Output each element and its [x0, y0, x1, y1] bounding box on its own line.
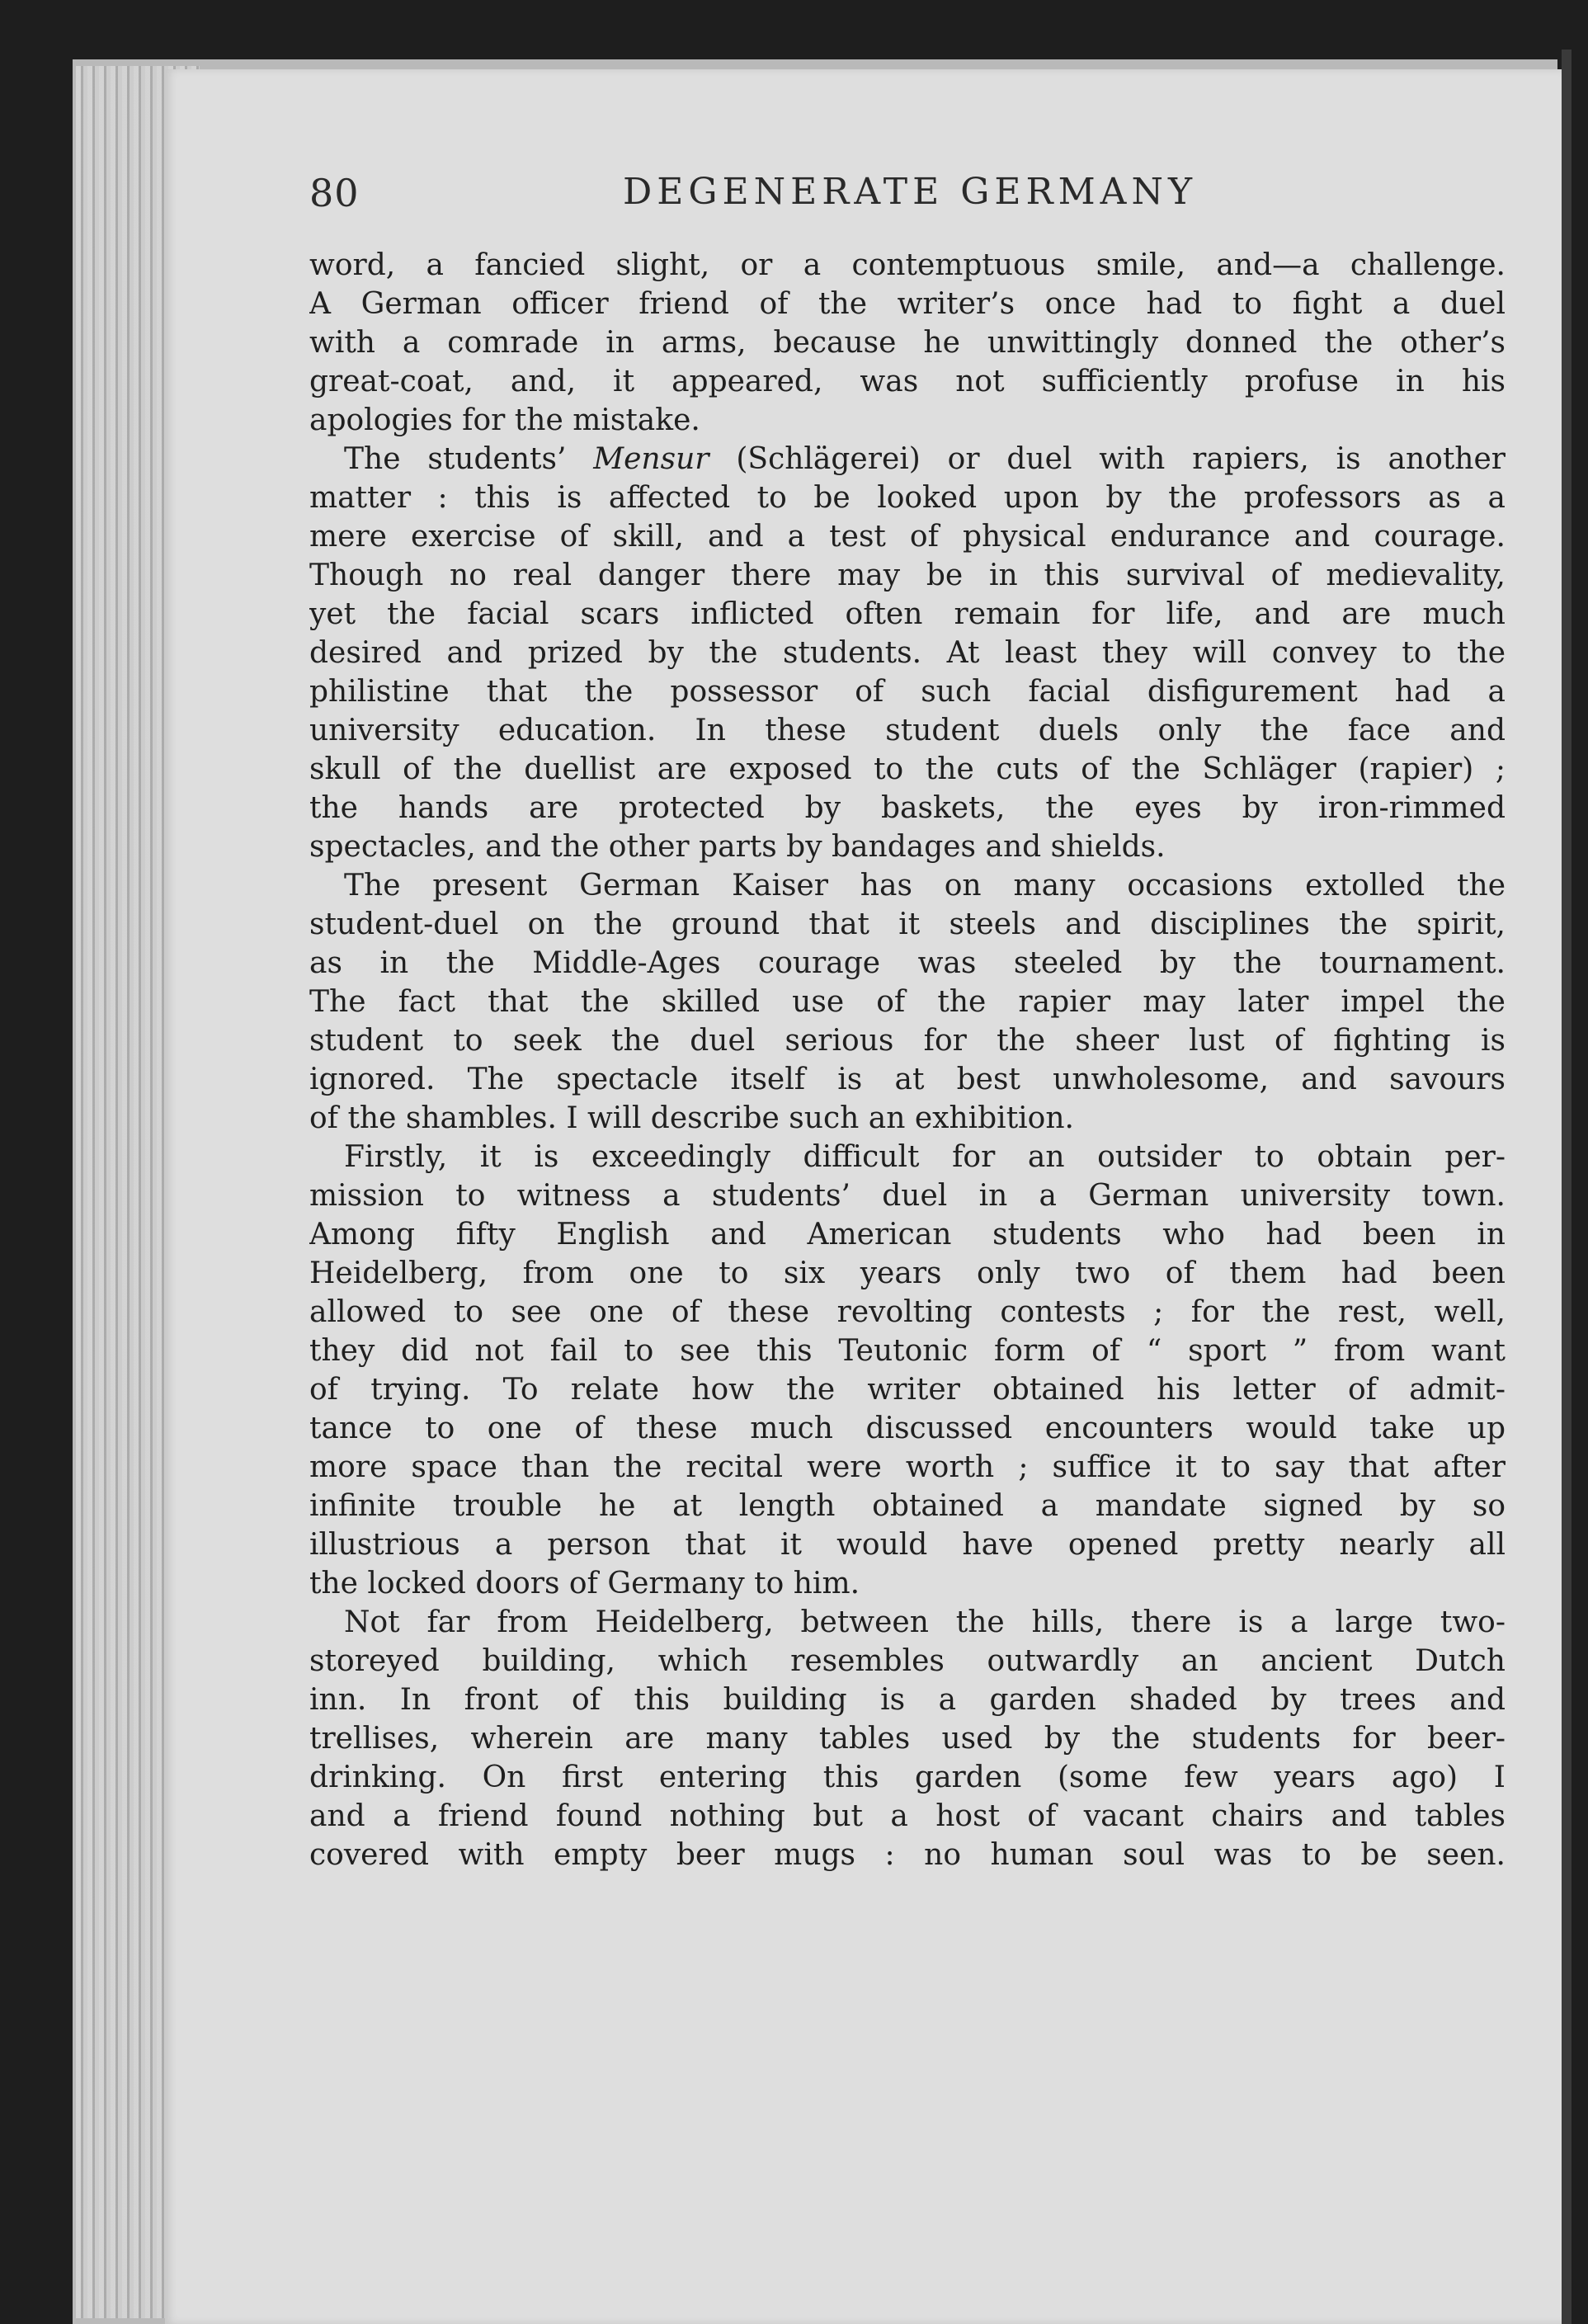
text-line: inn. In front of this building is a garden shaded by trees and	[309, 1683, 1506, 1717]
text-line: allowed to see one of these revolting contests ; for the rest, well,	[309, 1295, 1506, 1329]
text-line: mere exercise of skill, and a test of physical endurance and courage.	[309, 520, 1506, 554]
text-line: philistine that the possessor of such facial disfigurement had a	[309, 675, 1506, 709]
body-text	[309, 246, 1506, 1874]
text-line: storeyed building, which resembles outwardly an ancient Dutch	[309, 1644, 1506, 1678]
text-line: Though no real danger there may be in this survival of medievality,	[309, 559, 1506, 592]
text-run: The students’	[344, 442, 594, 476]
paragraph	[309, 1138, 1506, 1603]
text-line: the hands are protected by baskets, the eyes by iron-rimmed	[309, 791, 1506, 825]
text-line: drinking. On first entering this garden (some few years ago) I	[309, 1761, 1506, 1794]
text-line: desired and prized by the students. At least they will convey to the	[309, 636, 1506, 670]
text-line: Not far from Heidelberg, between the hills, there is a large two-	[344, 1605, 1506, 1639]
text-line: of trying. To relate how the writer obtained his letter of admit-	[309, 1373, 1506, 1407]
text-line: tance to one of these much discussed encounters would take up	[309, 1412, 1506, 1445]
text-line: infinite trouble he at length obtained a mandate signed by so	[309, 1489, 1506, 1523]
text-run: (Schlägerei) or duel with rapiers, is another	[709, 442, 1506, 476]
text-line: A German officer friend of the writer’s once had to fight a duel	[309, 287, 1506, 321]
text-line: trellises, wherein are many tables used by the students for beer-	[309, 1722, 1506, 1756]
running-head	[309, 171, 1506, 224]
text-line: they did not fail to see this Teutonic form of “ sport ” from want	[309, 1334, 1506, 1368]
text-line	[309, 440, 1506, 478]
paragraph	[309, 440, 1506, 866]
text-line: apologies for the mistake.	[309, 403, 700, 437]
text-line: the locked doors of Germany to him.	[309, 1567, 860, 1600]
text-line: spectacles, and the other parts by bandages and shields.	[309, 830, 1166, 864]
text-line: great-coat, and, it appeared, was not sufficiently profuse in his	[309, 365, 1506, 398]
paragraph	[309, 246, 1506, 440]
text-line: student to seek the duel serious for the sheer lust of fighting is	[309, 1024, 1506, 1058]
text-line: covered with empty beer mugs : no human soul was to be seen.	[309, 1838, 1506, 1872]
text-line: ignored. The spectacle itself is at best unwholesome, and savours	[309, 1063, 1506, 1096]
paragraph	[309, 1603, 1506, 1874]
text-line: with a comrade in arms, because he unwittingly donned the other’s	[309, 326, 1506, 360]
italic-term: Mensur	[593, 442, 709, 476]
text-line: more space than the recital were worth ; suffice it to say that after	[309, 1450, 1506, 1484]
running-title: DEGENERATE GERMANY	[623, 171, 1198, 213]
text-line: student-duel on the ground that it steels and disciplines the spirit,	[309, 907, 1506, 941]
text-line: matter : this is affected to be looked upon by the professors as a	[309, 481, 1506, 515]
binding-edge	[1562, 49, 1572, 2324]
text-line: as in the Middle-Ages courage was steeled by the tournament.	[309, 946, 1506, 980]
text-line: skull of the duellist are exposed to the cuts of the Schläger (rapier) ;	[309, 752, 1506, 786]
text-line: The present German Kaiser has on many occasions extolled the	[344, 869, 1506, 903]
text-line: Firstly, it is exceedingly difficult for an outsider to obtain per-	[344, 1140, 1506, 1174]
page-number: 80	[309, 171, 360, 215]
text-line: Heidelberg, from one to six years only two of them had been	[309, 1256, 1506, 1290]
text-line: of the shambles. I will describe such an exhibition.	[309, 1101, 1074, 1135]
paragraph	[309, 866, 1506, 1138]
text-line: The fact that the skilled use of the rapier may later impel the	[309, 985, 1506, 1019]
text-line: university education. In these student duels only the face and	[309, 714, 1506, 747]
text-line: and a friend found nothing but a host of vacant chairs and tables	[309, 1799, 1506, 1833]
text-line: yet the facial scars inflicted often remain for life, and are much	[309, 597, 1506, 631]
text-line: mission to witness a students’ duel in a German university town.	[309, 1179, 1506, 1213]
text-line: illustrious a person that it would have opened pretty nearly all	[309, 1528, 1506, 1562]
text-line: word, a fancied slight, or a contemptuous smile, and—a challenge.	[309, 248, 1506, 282]
text-line: Among fifty English and American students who had been in	[309, 1218, 1506, 1252]
